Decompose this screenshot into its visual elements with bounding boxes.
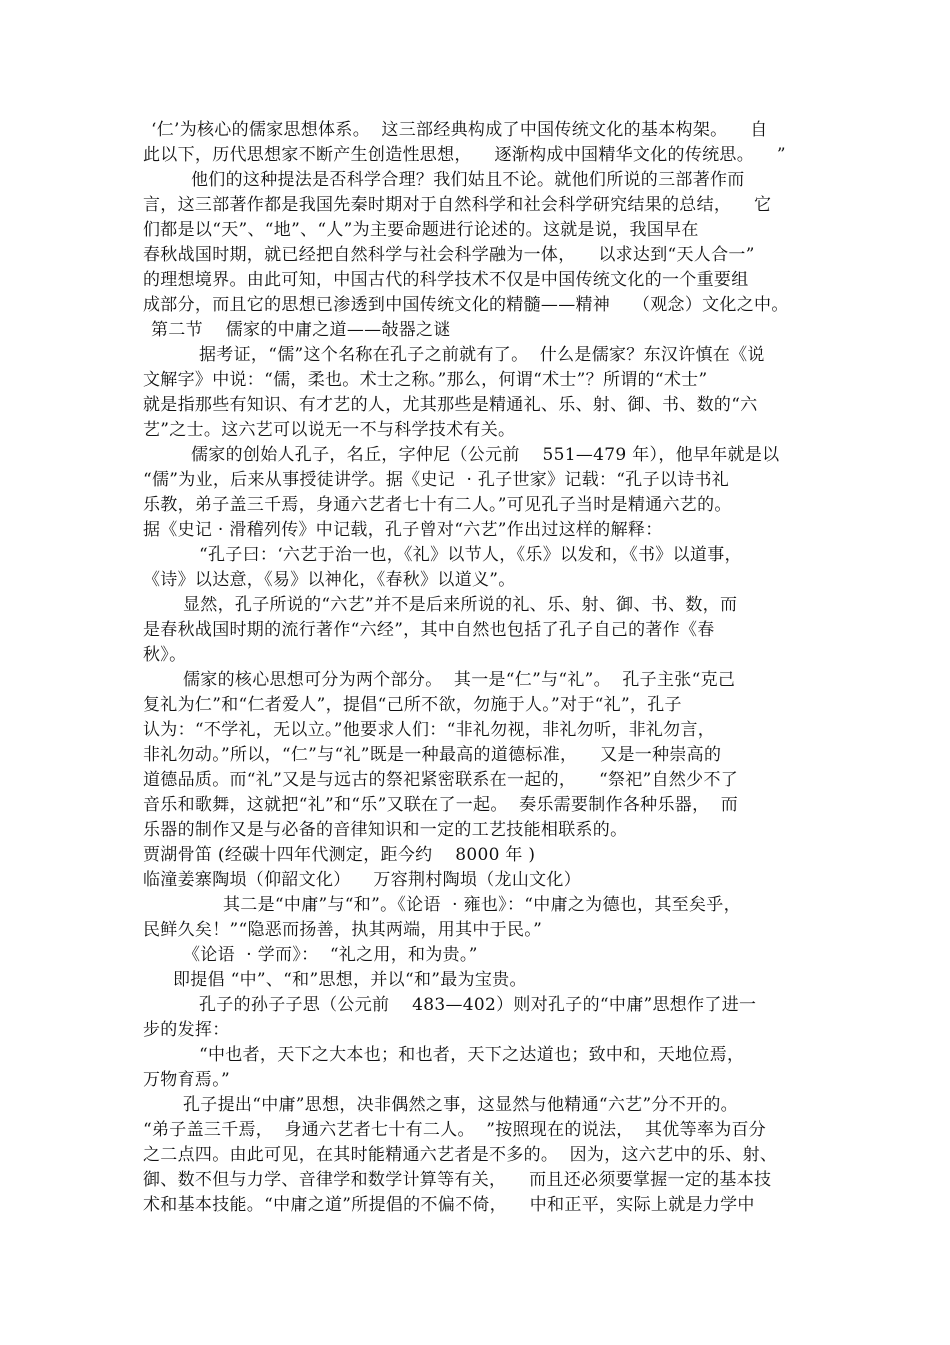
text-line: 是春秋战国时期的流行著作“六经”，其中自然也包括了孔子自己的著作《春: [143, 620, 715, 640]
text-line: 《诗》以达意，《易》以神化，《春秋》以道义”。: [143, 570, 516, 590]
text-line: 其二是“中庸”与“和”。《论语 · 雍也》：“中庸之为德也，其至矣乎，: [223, 895, 741, 915]
text-line: 道德品质。而“礼”又是与远古的祭祀紧密联系在一起的， “祭祀”自然少不了: [143, 770, 739, 790]
text-line: 据考证，“儒”这个名称在孔子之前就有了。 什么是儒家？东汉许慎在《说: [199, 345, 765, 365]
text-line: “孔子曰：‘六艺于治一也，《礼》以节人，《乐》以发和，《书》以道事，: [199, 545, 742, 565]
text-line: 言，这三部著作都是我国先秦时期对于自然科学和社会科学研究结果的总结， 它: [143, 195, 772, 215]
text-line: 据《史记 · 滑稽列传》中记载，孔子曾对“六艺”作出过这样的解释：: [143, 520, 663, 540]
text-line: 孔子提出“中庸”思想，决非偶然之事，这显然与他精通“六艺”分不开的。: [183, 1095, 738, 1115]
text-line: 儒家的核心思想可分为两个部分。 其一是“仁”与“礼”。 孔子主张“克己: [183, 670, 736, 690]
text-line: 成部分，而且它的思想已渗透到中国传统文化的精髓——精神 （观念）文化之中。: [143, 295, 789, 315]
text-line: 春秋战国时期，就已经把自然科学与社会科学融为一体， 以求达到“天人合一”: [143, 245, 755, 265]
text-line: 们都是以“天”、“地”、“人”为主要命题进行论述的。这就是说，我国早在: [143, 220, 699, 240]
text-line: 万物育焉。”: [143, 1070, 230, 1090]
text-line: 非礼勿动。”所以，“仁”与“礼”既是一种最高的道德标准， 又是一种崇高的: [143, 745, 722, 765]
text-line: “弟子盖三千焉， 身通六艺者七十有二人。 ”按照现在的说法， 其优等率为百分: [143, 1120, 767, 1140]
text-line: 复礼为仁”和“仁者爱人”，提倡“己所不欲，勿施于人。”对于“礼”，孔子: [143, 695, 682, 715]
text-line: 认为：“不学礼，无以立。”他要求人们：“非礼勿视，非礼勿听，非礼勿言，: [143, 720, 716, 740]
text-line: ‘仁’为核心的儒家思想体系。 这三部经典构成了中国传统文化的基本构架。 自: [151, 120, 768, 140]
text-line: “中也者，天下之大本也；和也者，天下之达道也；致中和，天地位焉，: [199, 1045, 745, 1065]
text-line: 即提倡 “中”、“和”思想，并以“和”最为宝贵。: [173, 970, 527, 990]
text-line: 《论语 · 学而》： “礼之用，和为贵。”: [183, 945, 478, 965]
text-line: 艺”之士。这六艺可以说无一不与科学技术有关。: [143, 420, 516, 440]
text-line: 就是指那些有知识、有才艺的人，尤其那些是精通礼、乐、射、御、书、数的“六: [143, 395, 758, 415]
text-line: 他们的这种提法是否科学合理？我们姑且不论。就他们所说的三部著作而: [191, 170, 745, 190]
text-line: 之二点四。由此可见，在其时能精通六艺者是不多的。 因为，这六艺中的乐、射、: [143, 1145, 778, 1165]
text-line: 术和基本技能。“中庸之道”所提倡的不偏不倚， 中和正平，实际上就是力学中: [143, 1195, 755, 1215]
text-line: 的理想境界。由此可知，中国古代的科学技术不仅是中国传统文化的一个重要组: [143, 270, 749, 290]
image-caption: 临潼姜寨陶埙（仰韶文化） 万容荆村陶埙（龙山文化）: [143, 870, 582, 890]
text-line: 文解字》中说：“儒，柔也。术士之称。”那么，何谓“术士”？所谓的“术士”: [143, 370, 708, 390]
text-line: 孔子的孙子子思（公元前 483—402）则对孔子的“中庸”思想作了进一: [199, 995, 757, 1015]
text-line: 秋》。: [143, 645, 187, 665]
text-line: 民鲜久矣！”“隐恶而扬善，执其两端，用其中于民。”: [143, 920, 543, 940]
text-line: 乐教，弟子盖三千焉，身通六艺者七十有二人。”可见孔子当时是精通六艺的。: [143, 495, 732, 515]
section-heading: 第二节 儒家的中庸之道——敧器之谜: [151, 320, 451, 340]
text-line: “儒”为业，后来从事授徒讲学。据《史记 · 孔子世家》记载：“孔子以诗书礼: [143, 470, 730, 490]
text-line: 步的发挥：: [143, 1020, 230, 1040]
text-line: 此以下，历代思想家不断产生创造性思想， 逐渐构成中国精华文化的传统思。 ”: [143, 145, 786, 165]
text-line: 乐器的制作又是与必备的音律知识和一定的工艺技能相联系的。: [143, 820, 628, 840]
text-line: 儒家的创始人孔子，名丘，字仲尼（公元前 551—479 年），他早年就是以: [191, 445, 780, 465]
image-caption: 贾湖骨笛 (经碳十四年代测定，距今约 8000 年 ): [143, 845, 536, 865]
text-line: 音乐和歌舞，这就把“礼”和“乐”又联在了一起。 奏乐需要制作各种乐器， 而: [143, 795, 739, 815]
text-line: 御、数不但与力学、音律学和数学计算等有关， 而且还必须要掌握一定的基本技: [143, 1170, 772, 1190]
text-line: 显然，孔子所说的“六艺”并不是后来所说的礼、乐、射、御、书、数，而: [183, 595, 738, 615]
